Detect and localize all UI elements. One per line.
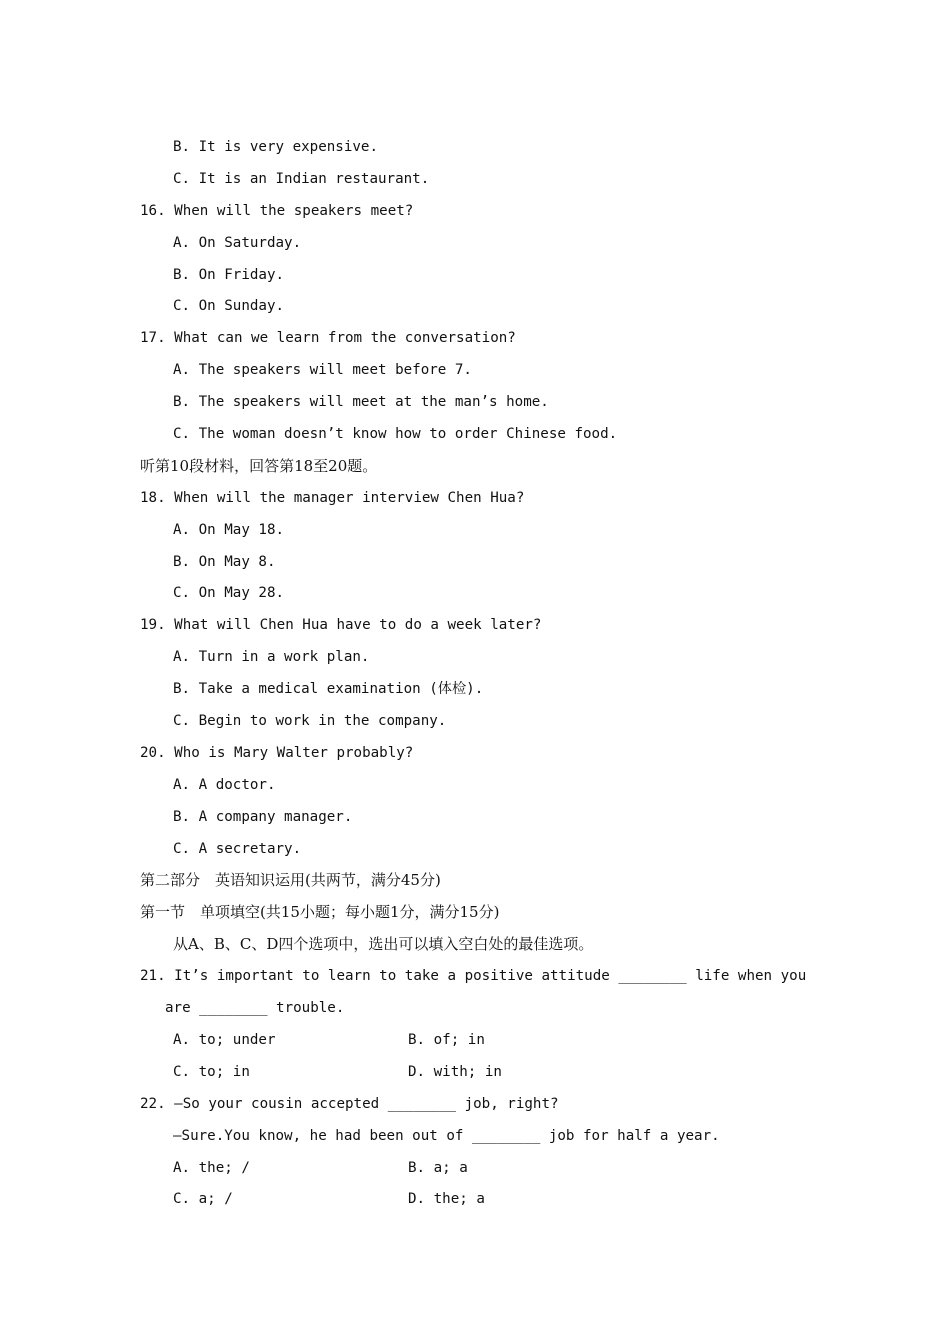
option-21a: A. to; under: [173, 1031, 276, 1048]
option-21c: C. to; in: [173, 1063, 250, 1080]
option-20c: C. A secretary.: [173, 840, 302, 857]
option-16a: A. On Saturday.: [173, 234, 302, 251]
options-21-row2: [0, 1057, 950, 1089]
option-22b: B. a; a: [408, 1159, 468, 1176]
question-17: 17. What can we learn from the conversation?: [140, 330, 516, 347]
option-17c: C. The woman doesn’t know how to order Chinese food.: [173, 426, 618, 443]
question-21-continued: are ________ trouble.: [165, 1000, 345, 1017]
question-20: 20. Who is Mary Walter probably?: [140, 744, 414, 761]
option-15b: B. It is very expensive.: [173, 139, 378, 155]
section-one-instruction: 从A、B、C、D四个选项中，选出可以填入空白处的最佳选项。: [173, 935, 594, 954]
option-16c: C. On Sunday.: [173, 298, 285, 315]
option-17a: A. The speakers will meet before 7.: [173, 362, 472, 379]
options-21-row1: [0, 1025, 950, 1057]
option-22c: C. a; /: [173, 1191, 233, 1208]
option-22d: D. the; a: [408, 1191, 485, 1208]
option-19a: A. Turn in a work plan.: [173, 649, 370, 666]
question-16: 16. When will the speakers meet?: [140, 202, 414, 219]
option-20b: B. A company manager.: [173, 808, 353, 825]
option-18c: C. On May 28.: [173, 585, 285, 602]
question-18: 18. When will the manager interview Chen Hua?: [140, 489, 525, 506]
option-19b: B. Take a medical examination (体检).: [173, 681, 484, 698]
question-21: 21. It’s important to learn to take a positive attitude ________ life when you: [140, 968, 807, 985]
option-21b: B. of; in: [408, 1031, 485, 1048]
options-22-row1: [0, 1153, 950, 1185]
option-16b: B. On Friday.: [173, 266, 285, 283]
option-17b: B. The speakers will meet at the man’s home.: [173, 394, 549, 411]
option-20a: A. A doctor.: [173, 776, 276, 793]
question-22-reply: —Sure.You know, he had been out of ________ job for half a year.: [173, 1127, 720, 1144]
option-21d: D. with; in: [408, 1063, 502, 1080]
options-22-row2: [0, 1184, 950, 1216]
option-15c: C. It is an Indian restaurant.: [173, 170, 430, 187]
question-19: 19. What will Chen Hua have to do a week later?: [140, 617, 542, 634]
option-18b: B. On May 8.: [173, 553, 276, 570]
section-instruction-10: 听第10段材料，回答第18至20题。: [140, 456, 378, 475]
option-19c: C. Begin to work in the company.: [173, 713, 447, 730]
option-22a: A. the; /: [173, 1159, 250, 1176]
section-one-heading: 第一节 单项填空(共15小题；每小题1分，满分15分): [140, 903, 500, 922]
part-two-heading: 第二部分 英语知识运用(共两节，满分45分): [140, 871, 441, 890]
option-18a: A. On May 18.: [173, 521, 285, 538]
question-22: 22. —So your cousin accepted ________ job, right?: [140, 1095, 559, 1112]
document-page: [0, 132, 950, 1216]
